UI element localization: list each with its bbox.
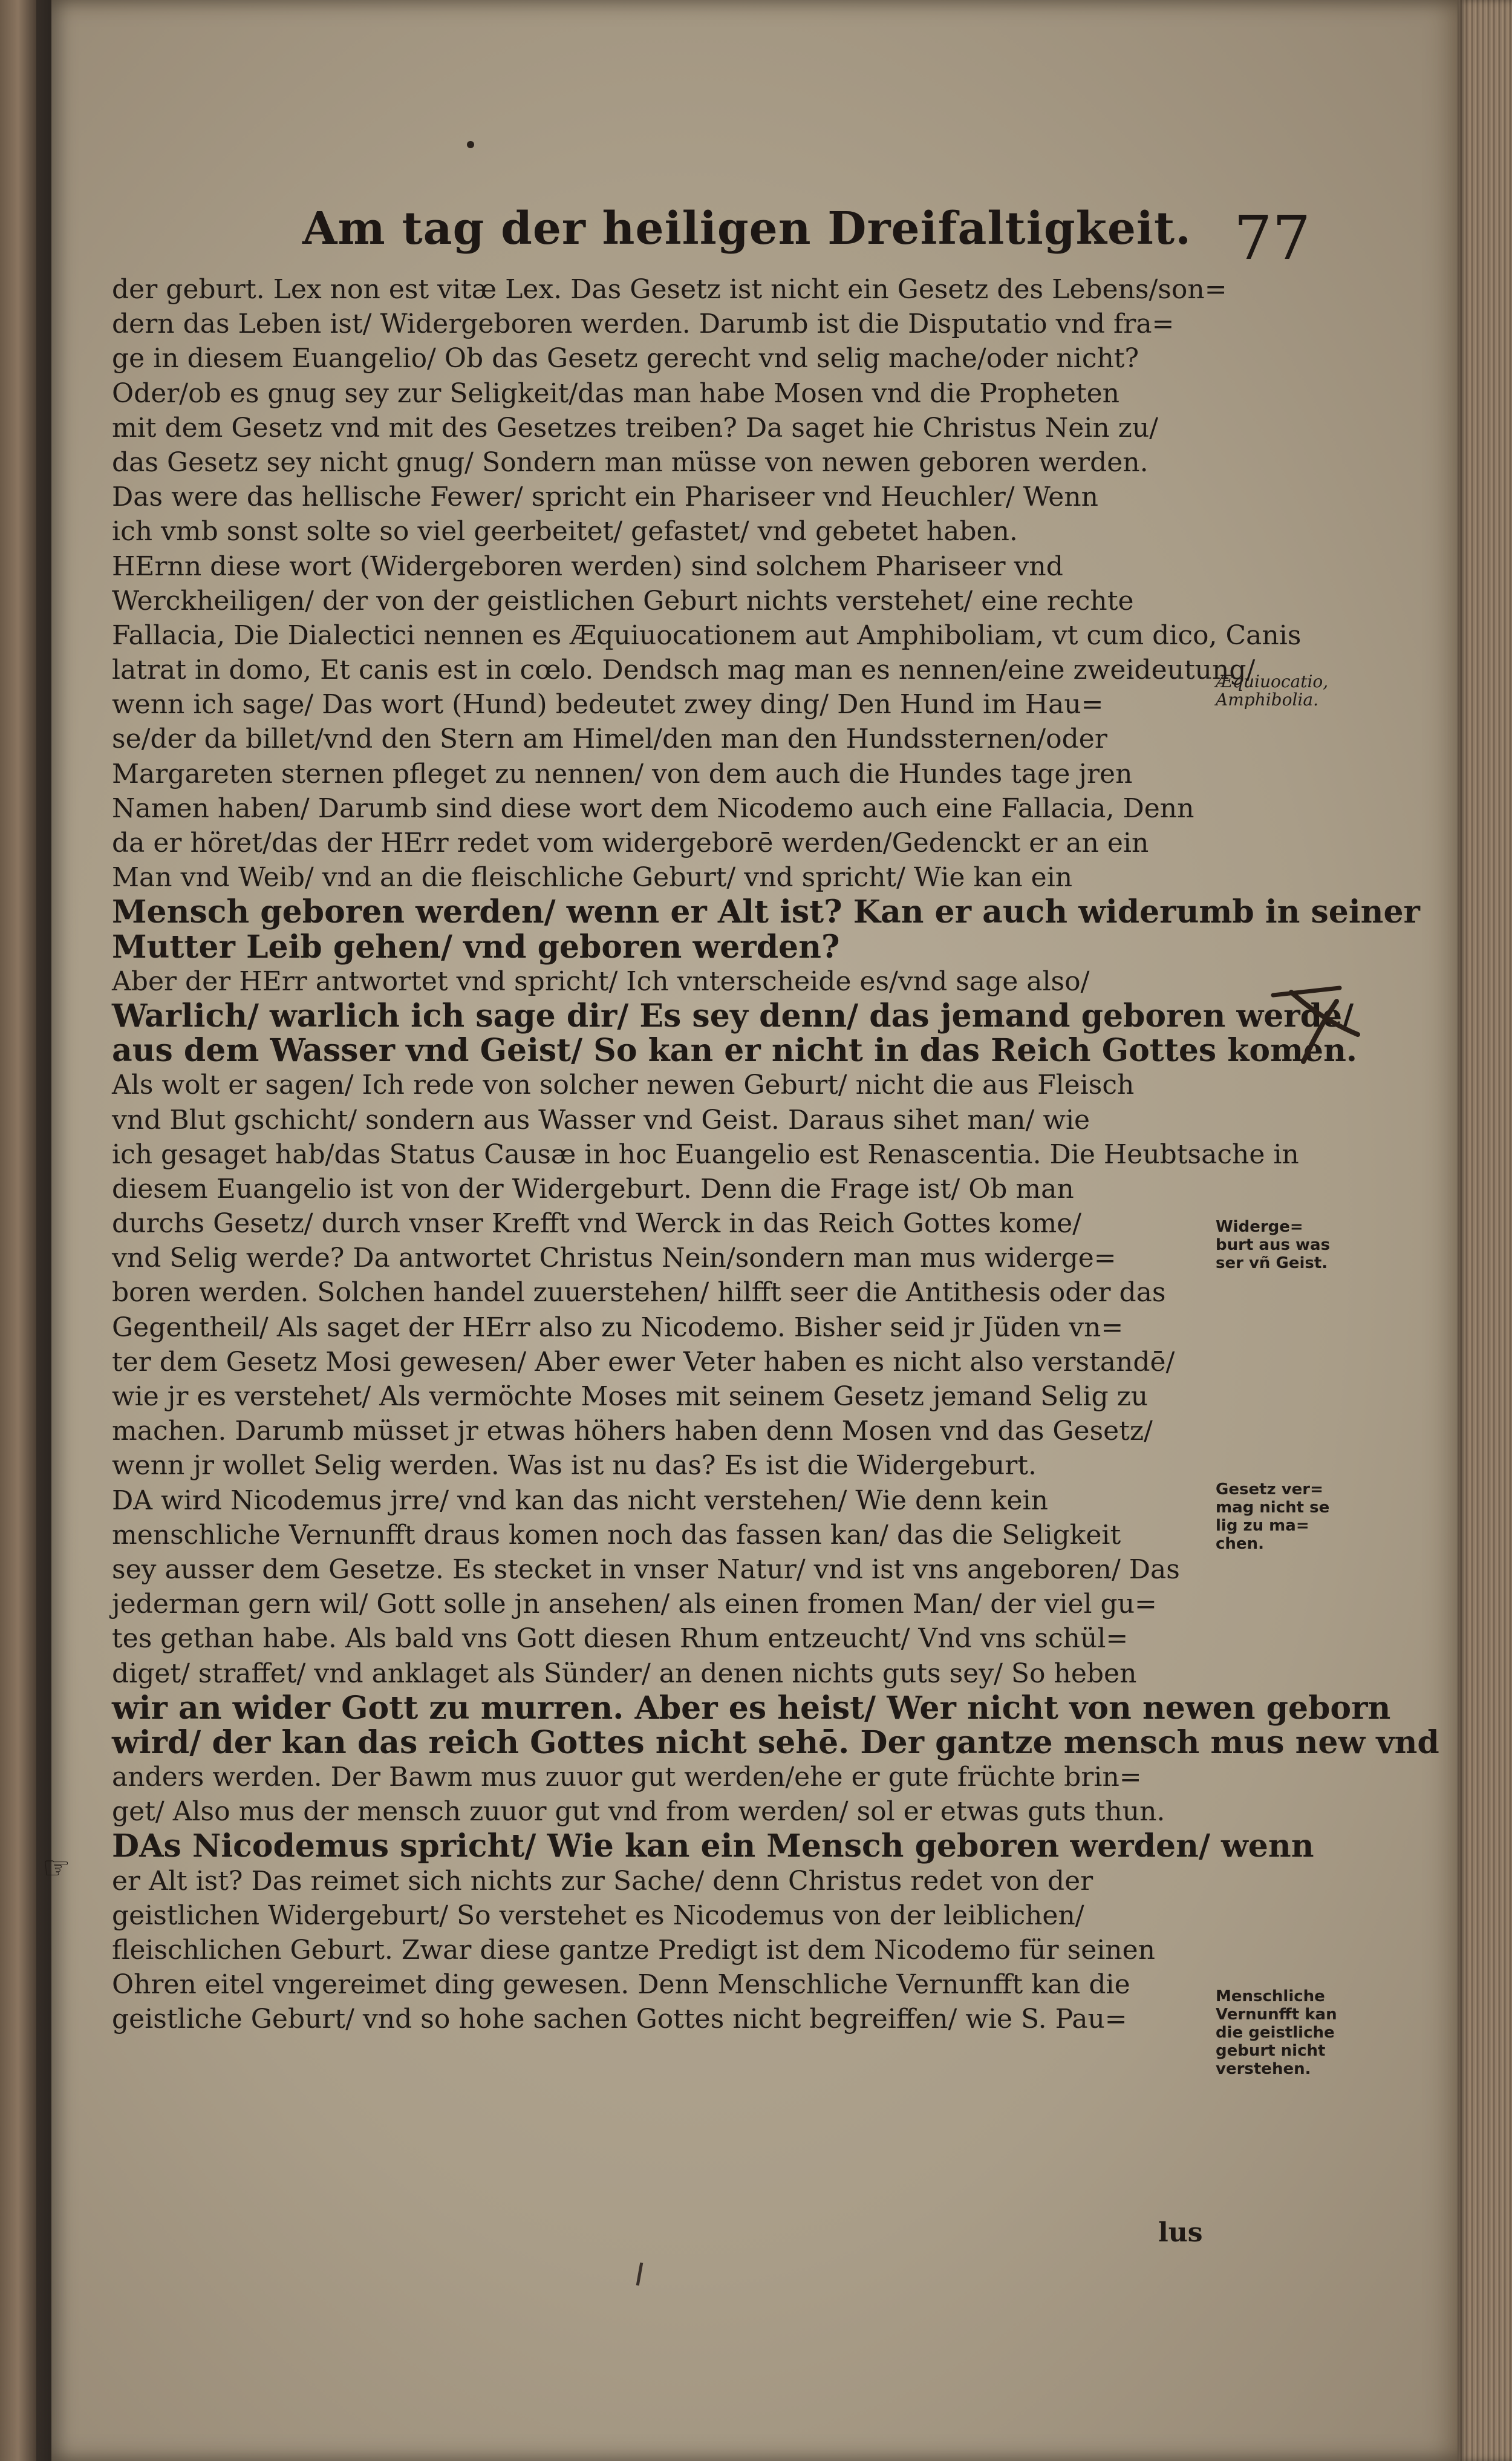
- sidenote-line: Amphibolia.: [1216, 690, 1318, 710]
- text-line: jederman gern wil/ Gott solle jn ansehen/ als einen fromen Man/ der viel gu=: [112, 1589, 1157, 1620]
- sidenote-line: ser vñ Geist.: [1216, 1254, 1328, 1272]
- text-line: Gegentheil/ Als saget der HErr also zu Nicodemo. Bisher seid jr Jüden vn=: [112, 1312, 1124, 1343]
- text-line: Margareten sternen pfleget zu nennen/ von dem auch die Hundes tage jren: [112, 758, 1133, 789]
- text-line: er Alt ist? Das reimet sich nichts zur Sache/ denn Christus redet von der: [112, 1865, 1093, 1897]
- page-edges: [1458, 0, 1512, 2461]
- text-line: dern das Leben ist/ Widergeboren werden. Darumb ist die Disputatio vnd fra=: [112, 309, 1175, 340]
- text-line: Ohren eitel vngereimet ding gewesen. Denn Menschliche Vernunfft kan die: [112, 1969, 1130, 2001]
- sidenote-line: Menschliche: [1216, 1987, 1325, 2005]
- text-line: Aber der HErr antwortet vnd spricht/ Ich vnterscheide es/vnd sage also/: [112, 966, 1090, 997]
- sidenote-line: Vernunfft kan: [1216, 2005, 1337, 2024]
- text-line: menschliche Vernunfft draus komen noch das fassen kan/ das die Seligkeit: [112, 1519, 1121, 1551]
- sidenote-vernunfft: [1216, 1987, 1337, 2078]
- handwritten-mark-icon: [1267, 977, 1364, 1068]
- text-line: geistlichen Widergeburt/ So verstehet es Nicodemus von der leiblichen/: [112, 1900, 1084, 1931]
- text-line: Warlich/ warlich ich sage dir/ Es sey denn/ das jemand geboren werde/: [112, 997, 1354, 1034]
- text-line: durchs Gesetz/ durch vnser Krefft vnd Werck in das Reich Gottes kome/: [112, 1208, 1082, 1240]
- sidenote-line: mag nicht se: [1216, 1498, 1330, 1517]
- text-line: vnd Blut gschicht/ sondern aus Wasser vnd Geist. Daraus sihet man/ wie: [112, 1104, 1090, 1136]
- text-line: ich vmb sonst solte so viel geerbeitet/ gefastet/ vnd gebetet haben.: [112, 516, 1018, 547]
- text-line: aus dem Wasser vnd Geist/ So kan er nicht in das Reich Gottes komen.: [112, 1032, 1358, 1070]
- text-line: HErnn diese wort (Widergeboren werden) sind solchem Phariseer vnd: [112, 551, 1063, 582]
- sidenote-line: lig zu ma=: [1216, 1517, 1309, 1535]
- text-line: ich gesaget hab/das Status Causæ in hoc Euangelio est Renascentia. Die Heubtsache in: [112, 1139, 1299, 1170]
- text-line: der geburt. Lex non est vitæ Lex. Das Gesetz ist nicht ein Gesetz des Lebens/son=: [112, 274, 1227, 305]
- text-line: ter dem Gesetz Mosi gewesen/ Aber ewer Veter haben es nicht also verstandē/: [112, 1346, 1175, 1378]
- text-line: machen. Darumb müsset jr etwas höhers haben denn Mosen vnd das Gesetz/: [112, 1416, 1153, 1447]
- sidenote-line: chen.: [1216, 1535, 1264, 1553]
- sidenote-line: geburt nicht: [1216, 2042, 1326, 2060]
- left-page-edge: [0, 0, 36, 2461]
- text-line: fleischlichen Geburt. Zwar diese gantze Predigt ist dem Nicodemo für seinen: [112, 1935, 1156, 1966]
- running-header: Am tag der heiligen Dreifaltigkeit.: [302, 203, 1191, 255]
- text-line: diesem Euangelio ist von der Widergeburt. Denn die Frage ist/ Ob man: [112, 1173, 1074, 1204]
- text-line: ge in diesem Euangelio/ Ob das Gesetz gerecht vnd selig mache/oder nicht?: [112, 343, 1139, 374]
- sidenote-line: burt aus was: [1216, 1236, 1331, 1254]
- text-line: DAs Nicodemus spricht/ Wie kan ein Mensch geboren werden/ wenn: [112, 1828, 1314, 1865]
- text-line: vnd Selig werde? Da antwortet Christus Nein/sondern man mus widerge=: [112, 1243, 1116, 1274]
- text-line: sey ausser dem Gesetze. Es stecket in vnser Natur/ vnd ist vns angeboren/ Das: [112, 1554, 1180, 1585]
- sidenote-aequiuocatio: [1216, 673, 1328, 709]
- text-line: Als wolt er sagen/ Ich rede von solcher newen Geburt/ nicht die aus Fleisch: [112, 1070, 1135, 1101]
- text-line: latrat in domo, Et canis est in cœlo. Dendsch mag man es nennen/eine zweideutung/: [112, 655, 1256, 686]
- text-line: tes gethan habe. Als bald vns Gott diesen Rhum entzeucht/ Vnd vns schül=: [112, 1623, 1129, 1655]
- sidenote-line: verstehen.: [1216, 2060, 1311, 2078]
- pointing-hand-icon: ☞: [42, 1850, 71, 1886]
- sidenote-line: Gesetz ver=: [1216, 1480, 1323, 1498]
- text-line: Mensch geboren werden/ wenn er Alt ist? Kan er auch widerumb in seiner: [112, 894, 1420, 931]
- text-line: wenn jr wollet Selig werden. Was ist nu das? Es ist die Widergeburt.: [112, 1450, 1037, 1482]
- sidenote-line: Æquiuocatio,: [1216, 672, 1329, 691]
- text-line: Mutter Leib gehen/ vnd geboren werden?: [112, 928, 840, 966]
- ink-dot: [467, 141, 474, 148]
- text-line: Oder/ob es gnug sey zur Seligkeit/das man habe Mosen vnd die Propheten: [112, 377, 1119, 409]
- text-line: wird/ der kan das reich Gottes nicht sehē. Der gantze mensch mus new vnd: [112, 1724, 1439, 1761]
- text-line: boren werden. Solchen handel zuuerstehen/ hilfft seer die Antithesis oder das: [112, 1277, 1166, 1309]
- text-line: wenn ich sage/ Das wort (Hund) bedeutet zwey ding/ Den Hund im Hau=: [112, 689, 1104, 721]
- sidenote-line: Widerge=: [1216, 1218, 1303, 1236]
- text-line: wie jr es verstehet/ Als vermöchte Moses mit seinem Gesetz jemand Selig zu: [112, 1381, 1149, 1412]
- text-line: Das were das hellische Fewer/ spricht ein Phariseer vnd Heuchler/ Wenn: [112, 482, 1098, 513]
- text-line: Namen haben/ Darumb sind diese wort dem Nicodemo auch eine Fallacia, Denn: [112, 793, 1194, 824]
- sidenote-line: die geistliche: [1216, 2024, 1335, 2042]
- text-line: se/der da billet/vnd den Stern am Himel/den man den Hundssternen/oder: [112, 724, 1107, 755]
- text-line: mit dem Gesetz vnd mit des Gesetzes treiben? Da saget hie Christus Nein zu/: [112, 412, 1159, 443]
- text-line: DA wird Nicodemus jrre/ vnd kan das nicht verstehen/ Wie denn kein: [112, 1485, 1048, 1516]
- text-line: wir an wider Gott zu murren. Aber es heist/ Wer nicht von newen geborn: [112, 1689, 1391, 1727]
- sidenote-gesetz: [1216, 1480, 1329, 1553]
- text-line: Fallacia, Die Dialectici nennen es Æquiuocationem aut Amphiboliam, vt cum dico, Canis: [112, 619, 1302, 651]
- text-line: das Gesetz sey nicht gnug/ Sondern man müsse von newen geboren werden.: [112, 446, 1149, 478]
- text-line: get/ Also mus der mensch zuuor gut vnd from werden/ sol er etwas guts thun.: [112, 1796, 1165, 1828]
- catchword: lus: [1158, 2217, 1203, 2248]
- text-line: diget/ straffet/ vnd anklaget als Sünder/ an denen nichts guts sey/ So heben: [112, 1658, 1137, 1689]
- text-line: da er höret/das der HErr redet vom widergeborē werden/Gedenckt er an ein: [112, 828, 1149, 858]
- text-line: geistliche Geburt/ vnd so hohe sachen Gottes nicht begreiffen/ wie S. Pau=: [112, 2004, 1127, 2035]
- text-line: Werckheiligen/ der von der geistlichen Geburt nichts verstehet/ eine rechte: [112, 585, 1134, 616]
- text-line: Man vnd Weib/ vnd an die fleischliche Geburt/ vnd spricht/ Wie kan ein: [112, 862, 1073, 894]
- sidenote-widergeburt: [1216, 1218, 1330, 1272]
- page-number: 77: [1234, 203, 1311, 273]
- text-line: anders werden. Der Bawm mus zuuor gut werden/ehe er gute früchte brin=: [112, 1762, 1142, 1793]
